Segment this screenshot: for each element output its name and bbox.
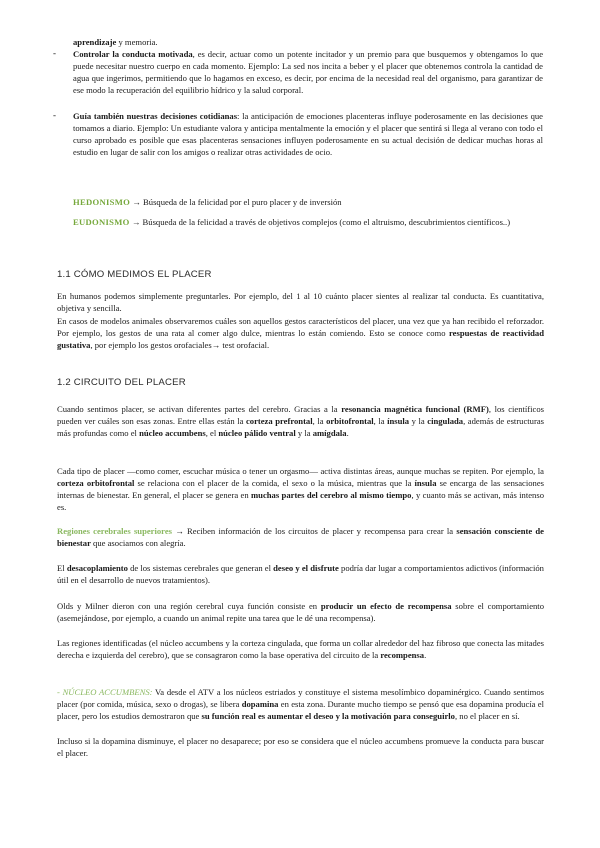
paragraph-text: → Reciben información de los circuitos de placer y recompensa para crear la bbox=[171, 526, 457, 536]
bold-term: amígdala bbox=[312, 428, 347, 439]
bullet-bold: Guía también nuestras decisiones cotidianas bbox=[73, 111, 238, 121]
paragraph bbox=[57, 600, 544, 624]
hedonismo-term: HEDONISMO bbox=[73, 197, 131, 207]
paragraph-text: En casos de modelos animales observaremos cuáles son aquellos gestos característicos del placer, una vez que ya han recibido el reforzador. Por ejemplo, los gestos de una rata al comer algo dulce, mientras lo están comiendo. Esto se conoce como bbox=[57, 316, 544, 339]
hedonismo-definition bbox=[73, 196, 543, 208]
paragraph-text: , no el placer en sí. bbox=[454, 711, 520, 722]
bold-term: respuestas de reactividad gustativa bbox=[57, 328, 544, 351]
paragraph-text: Olds y Milner dieron con una región cerebral cuya función consiste en bbox=[57, 601, 321, 611]
paragraph bbox=[57, 562, 544, 586]
paragraph-text: Las regiones identificadas (el núcleo accumbens y la corteza cingulada, que forma un collar alrededor del haz fibroso que conecta las mitades derecha e izquierda del cerebro), que se consagraron como la base operativa del circuito de la bbox=[57, 638, 544, 661]
paragraph-text: , los científicos pueden ver cuáles son esas zonas. Entre ellas están la bbox=[57, 404, 544, 427]
bold-term: deseo y el disfrute bbox=[273, 563, 339, 573]
hedonismo-text: Búsqueda de la felicidad por el puro placer y de inversión bbox=[140, 197, 342, 207]
eudonismo-text: Búsqueda de la felicidad a través de objetivos complejos (como el altruismo, descubrimientos científicos..) bbox=[140, 217, 511, 227]
arrow-icon: → bbox=[131, 217, 141, 227]
eudonismo-term: EUDONISMO bbox=[73, 217, 130, 227]
bold-term: núcleo accumbens bbox=[139, 428, 206, 439]
paragraph-text: sobre el comportamiento (asemejándose, por ejemplo, a cuando un animal repite una tarea que le dé una recompensa). bbox=[57, 601, 544, 624]
bold-term: dopamina bbox=[241, 699, 279, 710]
paragraph-text: podría dar lugar a comportamientos adictivos (información útil en el desarrollo de nuevos tratamientos). bbox=[57, 563, 544, 586]
paragraph-text: Incluso si la dopamina disminuye, el placer no desaparece; por eso se considera que el núcleo accumbens promueve la conducta para buscar el placer. bbox=[57, 736, 544, 759]
bold-term: recompensa bbox=[380, 650, 425, 661]
paragraph-text: Cuando sentimos placer, se activan diferentes partes del cerebro. Gracias a la bbox=[57, 404, 342, 414]
bullet-decisiones-cotidianas bbox=[73, 110, 543, 158]
paragraph-text: . bbox=[424, 650, 427, 661]
bold-term: cingulada bbox=[427, 416, 464, 427]
bold-term: corteza prefrontal bbox=[245, 416, 313, 427]
paragraph-text: que asociamos con alegría. bbox=[90, 538, 186, 549]
section-heading-1-1: 1.1 CÓMO MEDIMOS EL PLACER bbox=[57, 269, 212, 280]
paragraph-text: y la bbox=[409, 416, 428, 427]
paragraph-text: , la bbox=[373, 416, 388, 427]
bold-term: muchas partes del cerebro al mismo tiempo bbox=[251, 490, 412, 501]
paragraph-text: se relaciona con el placer de la comida, el sexo o la música, mientras que la bbox=[134, 478, 415, 489]
green-italic-label: - NÚCLEO ACCUMBENS: bbox=[57, 687, 153, 697]
bullet-marker: - bbox=[53, 110, 56, 120]
bullet-marker: - bbox=[53, 48, 56, 58]
paragraph bbox=[57, 735, 544, 759]
intro-text: y memoria. bbox=[116, 37, 158, 47]
paragraph bbox=[57, 290, 544, 314]
paragraph-text: en esta zona. Durante mucho tiempo se pensó que esa dopamina producía el placer, pero los estudios demostraron que bbox=[57, 699, 544, 722]
paragraph-text: , el bbox=[205, 428, 219, 439]
bold-term: resonancia magnética funcional (RMF) bbox=[341, 404, 489, 414]
bold-term: sensación consciente de bienestar bbox=[57, 526, 544, 549]
paragraph bbox=[57, 315, 544, 351]
paragraph bbox=[57, 403, 544, 439]
arrow-icon: → bbox=[132, 197, 141, 207]
intro-line bbox=[73, 36, 543, 48]
paragraph-text: de los sistemas cerebrales que generan el bbox=[127, 563, 274, 573]
paragraph-text: . bbox=[346, 428, 349, 439]
bullet-bold: Controlar la conducta motivada bbox=[73, 49, 193, 59]
paragraph-text: , y cuanto más se activan, más intenso es. bbox=[57, 490, 544, 513]
bold-term: orbitofrontal bbox=[326, 416, 374, 427]
bold-term: corteza orbitofrontal bbox=[57, 478, 135, 489]
bold-term: núcleo pálido ventral bbox=[218, 428, 296, 439]
intro-bold: aprendizaje bbox=[73, 37, 117, 47]
bullet-text: : la anticipación de emociones placenteras influye poderosamente en las decisiones que tomamos a diario. Ejemplo: Un estudiante valora y anticipa mentalmente la emoción y el placer que sentirá si llega al verano con todo el curso aprobado es posible que esas placenteras sensaciones influyen poderosamente en su actual decisión de dedicar muchas horas al estudio en lugar de salir con los amigos o realizar otras actividades de ocio. bbox=[73, 111, 543, 158]
paragraph bbox=[57, 525, 544, 549]
bold-term: producir un efecto de recompensa bbox=[320, 601, 452, 611]
section-heading-1-2: 1.2 CIRCUITO DEL PLACER bbox=[57, 377, 186, 388]
bold-term: ínsula bbox=[414, 478, 437, 489]
paragraph-nucleo-accumbens bbox=[57, 686, 544, 722]
paragraph-text: , la bbox=[312, 416, 327, 427]
paragraph bbox=[57, 465, 544, 513]
bold-term: ínsula bbox=[387, 416, 410, 427]
paragraph-text: se encarga de las sensaciones internas de bienestar. En general, el placer se genera en bbox=[57, 478, 545, 501]
paragraph-text: En humanos podemos simplemente preguntarles. Por ejemplo, del 1 al 10 cuánto placer sientes al realizar tal conducta. Es cuantitativa, objetiva y sencilla. bbox=[57, 291, 544, 314]
paragraph-text: y la bbox=[295, 428, 313, 439]
paragraph-text: Cada tipo de placer —como comer, escuchar música o tener un orgasmo— activa distintas áreas, aunque muchas se repiten. Por ejemplo, la bbox=[57, 466, 544, 476]
paragraph-text: , por ejemplo los gestos orofaciales→ test orofacial. bbox=[90, 340, 270, 351]
green-label: Regiones cerebrales superiores bbox=[57, 526, 172, 536]
paragraph-text: , además de estructuras más profundas como el bbox=[57, 416, 544, 439]
bullet-conducta-motivada bbox=[73, 48, 543, 96]
eudonismo-definition bbox=[73, 216, 543, 228]
paragraph-text: El bbox=[57, 563, 67, 573]
bold-term: su función real es aumentar el deseo y la motivación para conseguirlo bbox=[201, 711, 455, 722]
paragraph-text: Va desde el ATV a los núcleos estriados y constituye el sistema mesolímbico dopaminérgico. Cuando sentimos placer (por comida, música, sexo o drogas), se libera bbox=[57, 687, 544, 710]
bold-term: desacoplamiento bbox=[66, 563, 128, 573]
paragraph bbox=[57, 637, 544, 661]
bullet-text: , es decir, actuar como un potente incitador y un premio para que busquemos y obtengamos lo que puede necesitar nuestro cuerpo en cada momento. Ejemplo: La sed nos incita a beber y el placer que obtenemos controla la cantidad de agua que ingerimos, permitiendo que lo hagamos en exceso, es decir, por encima de la necesidad real del organismo, para garantizar de ese modo la recuperación del equilibrio hídrico y la salud corporal. bbox=[73, 49, 544, 96]
